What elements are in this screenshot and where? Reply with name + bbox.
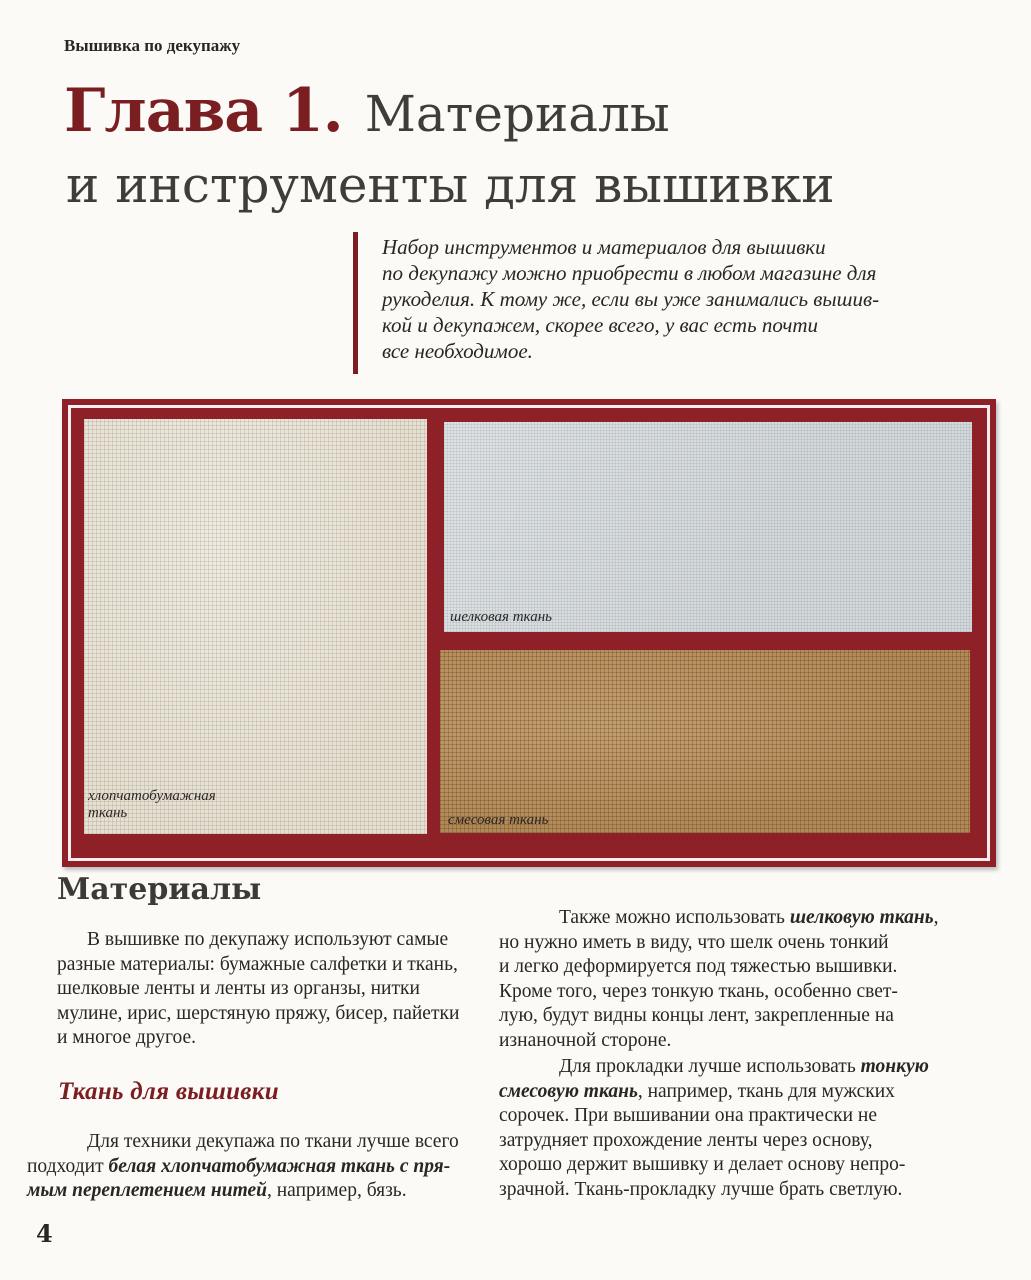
chapter-number: Глава 1. [64,76,343,146]
silk-fabric-label: шелковая ткань [450,609,552,625]
cotton-fabric-label: хлопчатобумажная ткань [88,788,216,821]
chapter-title-line1 [64,76,670,146]
intro-line: рукоделия. К тому же, если вы уже занимались вышив- [382,287,880,311]
blend-fabric-label: смесовая ткань [448,812,549,828]
cotton-fabric-swatch [84,419,427,834]
intro-paragraph [382,234,982,364]
right-column [499,906,989,1202]
page-number: 4 [36,1219,53,1248]
intro-line: по декупажу можно приобрести в любом магазине для [382,261,877,285]
intro-line: кой и декупажем, скорее всего, у вас есть почти [382,313,819,337]
chapter-title-line2: и инструменты для вышивки [66,156,835,214]
blend-fabric-swatch [440,650,970,833]
intro-line: Набор инструментов и материалов для вышивки [382,235,826,259]
running-head: Вышивка по декупажу [64,36,241,55]
intro-line: все необходимое. [382,339,533,363]
subsection-heading-fabric: Ткань для вышивки [58,1078,279,1105]
intro-accent-bar [353,232,358,374]
materials-paragraph: В вышивке по декупажу используют самые разные материалы: бумажные салфетки и ткань, шелковые ленты и ленты из органзы, нитки мулине, ирис, шерстяную пряжу, бисер, пайетки и многое другое. [57,929,460,1048]
blend-paragraph: Для прокладки лучше использовать тонкую смесовую ткань, например, ткань для мужских сорочек. При вышивании она практически не затрудняет прохождение ленты через основу, хорошо держит вышивку и делает основу непро- зрачной. Ткань-прокладку лучше брать светлую. [499,1056,929,1200]
silk-fabric-swatch [444,422,972,632]
section-heading-materials: Материалы [57,872,262,907]
silk-paragraph: Также можно использовать шелковую ткань, но нужно иметь в виду, что шелк очень тонкий и легко деформируется под тяжестью вышивки. Кроме того, через тонкую ткань, особенно свет- лую, будут видны концы лент, закрепленные на изнаночной стороне. [499,907,939,1051]
fabric-paragraph: Для техники декупажа по ткани лучше всего подходит белая хлопчатобумажная ткань с пря- мым переплетением нитей, например, бязь. [27,1131,459,1201]
chapter-title-word: Материалы [364,85,670,143]
fabric-photo-frame [62,399,996,867]
